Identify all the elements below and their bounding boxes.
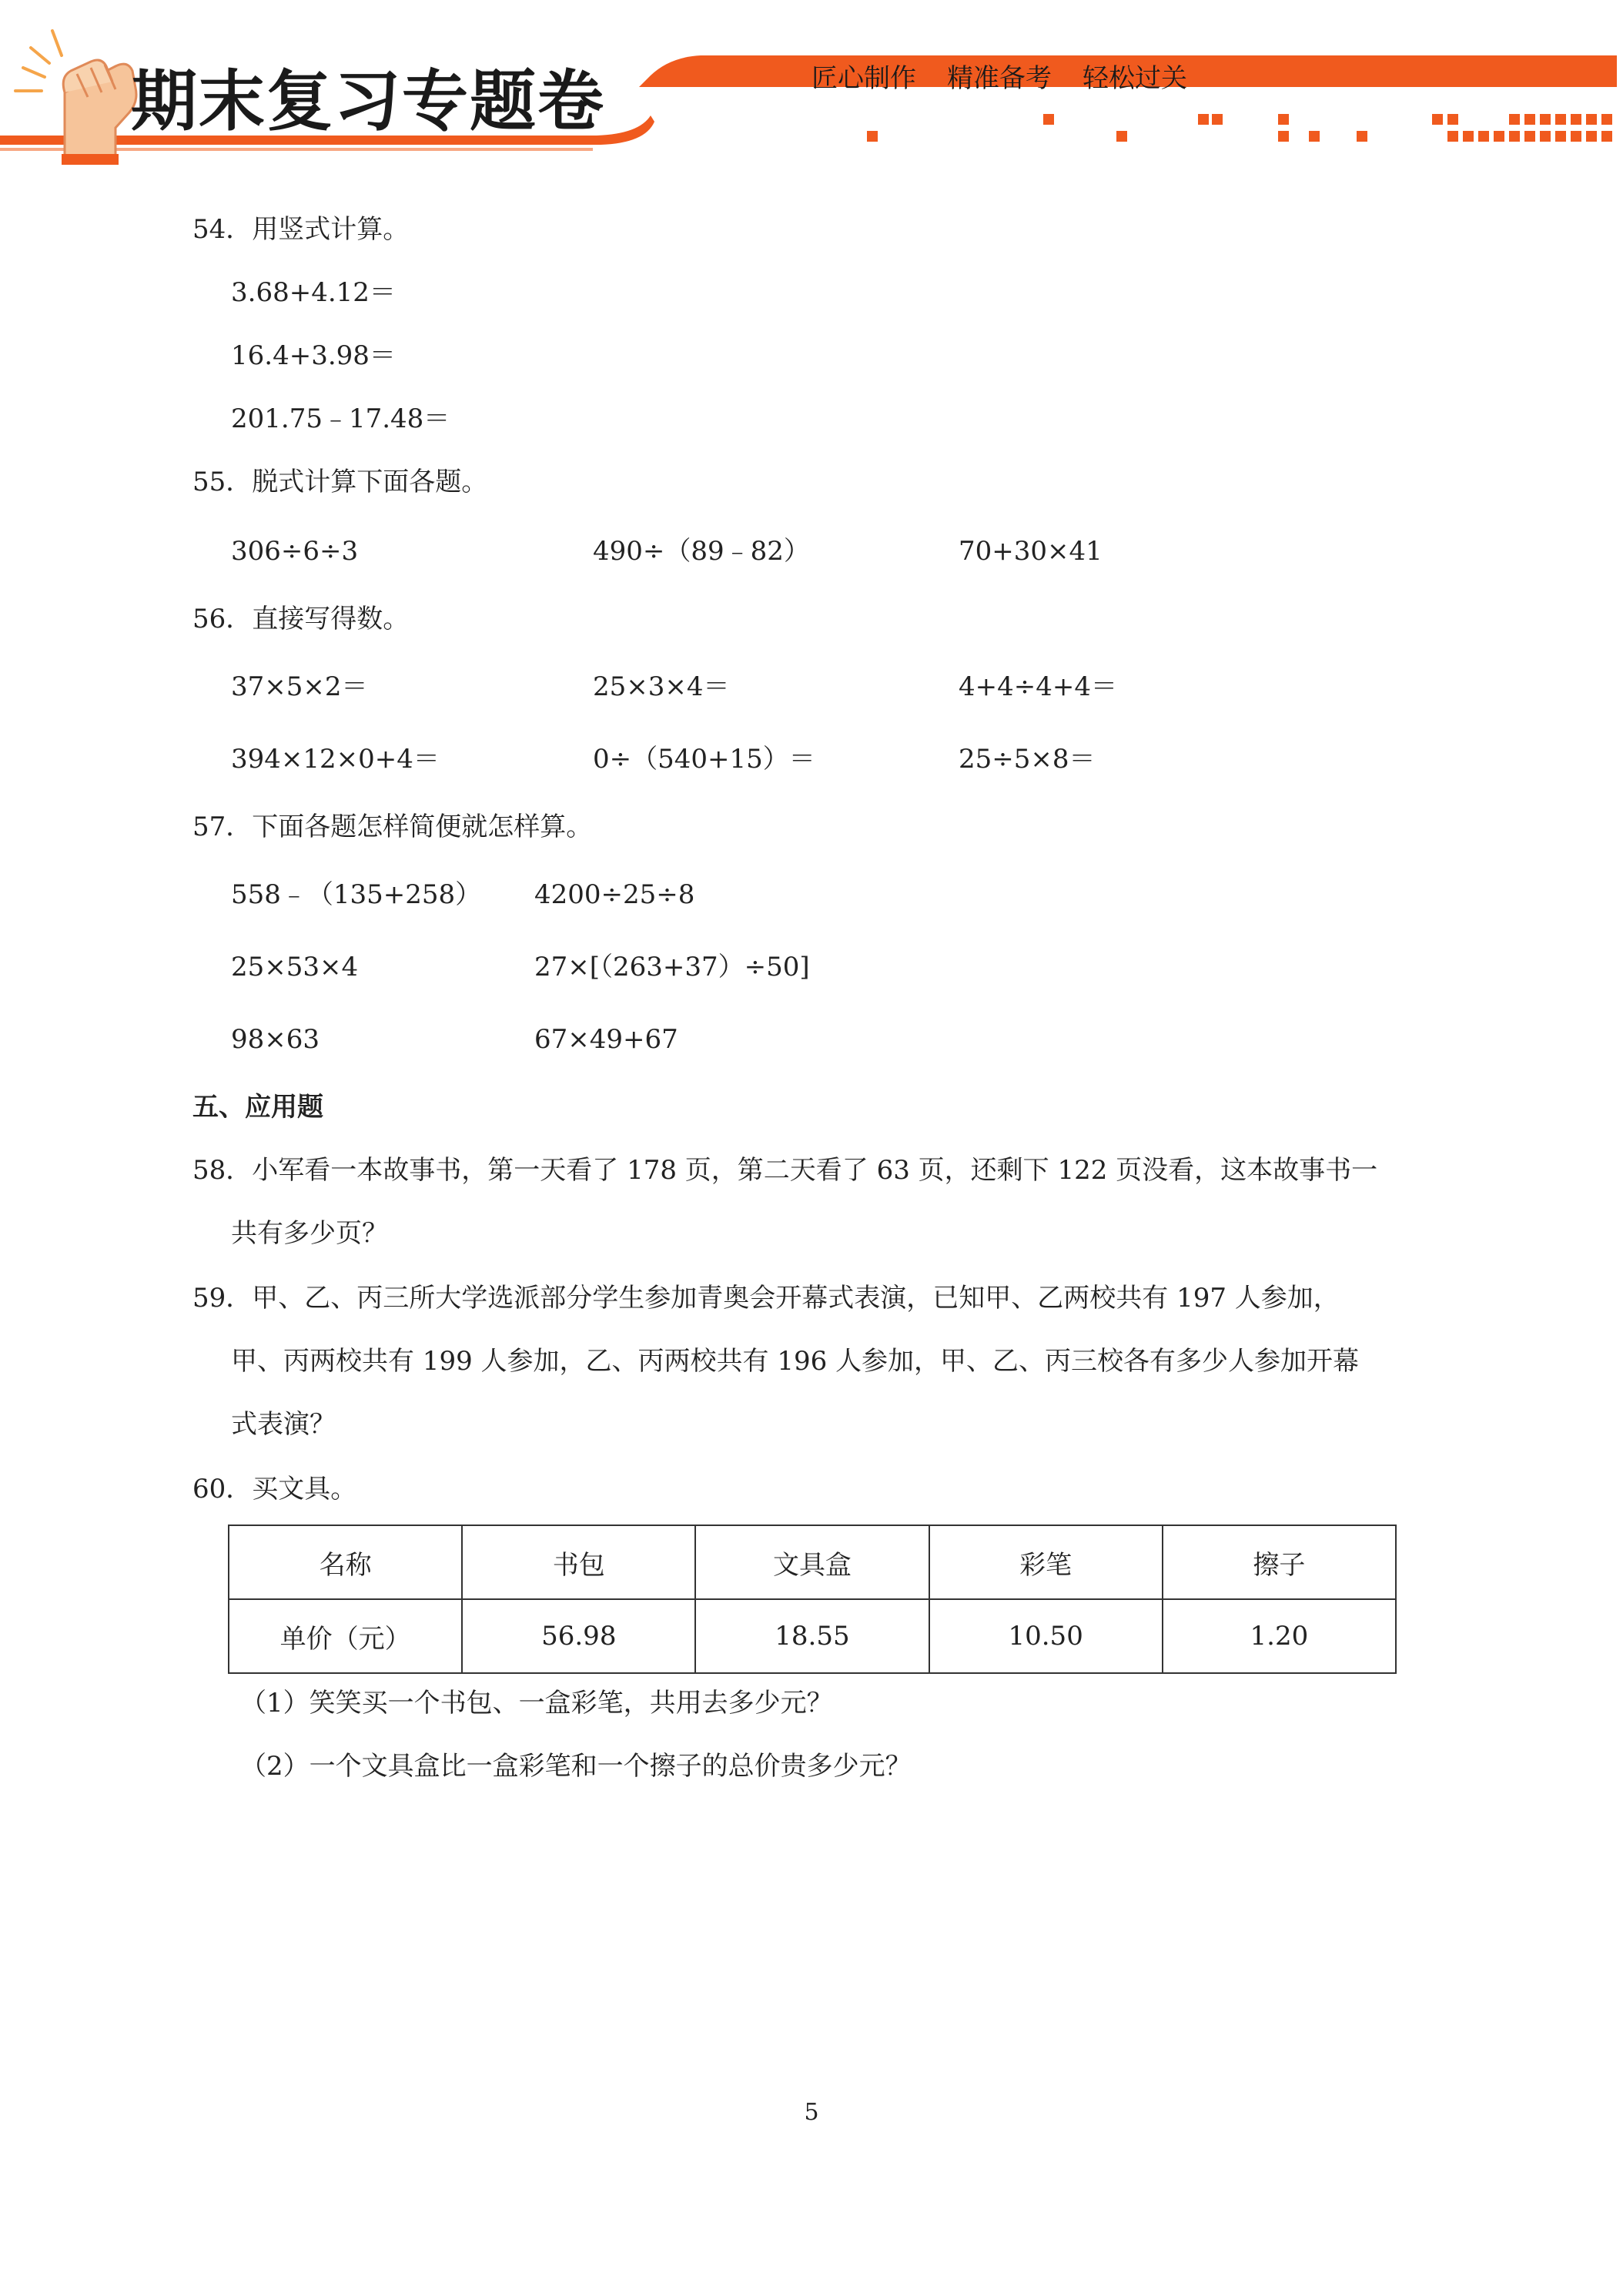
header-title: 期末复习专题卷 [131, 63, 605, 140]
q57-row3-item-1: 98×63 [231, 1024, 320, 1055]
q58-line-1: 58．小军看一本故事书，第一天看了 178 页，第二天看了 63 页，还剩下 122 页没看，这本故事书一 [192, 1155, 1378, 1186]
header-slogan-2: 精准备考 [947, 63, 1052, 94]
q57-row1-item-1: 558﹣（135+258） [231, 879, 482, 910]
table-header-cell: 名称 [229, 1525, 462, 1599]
q54-item-2: 16.4+3.98＝ [231, 340, 396, 371]
page-number: 5 [804, 2099, 819, 2126]
q59-line-3: 式表演？ [231, 1409, 336, 1440]
q59-line-2: 甲、丙两校共有 199 人参加，乙、丙两校共有 196 人参加，甲、乙、丙三校各有多少人参加开幕 [231, 1346, 1360, 1377]
table-cell: 单价（元） [229, 1599, 462, 1673]
q56-title: 56．直接写得数。 [192, 604, 410, 634]
table-header-cell: 擦子 [1163, 1525, 1396, 1599]
q59-line-1: 59．甲、乙、丙三所大学选派部分学生参加青奥会开幕式表演，已知甲、乙两校共有 197 人参加， [192, 1283, 1340, 1314]
q54-item-3: 201.75﹣17.48＝ [231, 403, 450, 434]
q56-row2-item-2: 0÷（540+15）＝ [593, 744, 815, 775]
q57-title: 57．下面各题怎样简便就怎样算。 [192, 812, 593, 842]
q54-title: 54．用竖式计算。 [192, 214, 410, 245]
q56-row1-item-2: 25×3×4＝ [593, 671, 730, 702]
q56-row2-item-3: 25÷5×8＝ [959, 744, 1096, 775]
q60-sub-question-2: （2）一个文具盒比一盒彩笔和一个擦子的总价贵多少元？ [240, 1751, 912, 1782]
table-header-cell: 书包 [462, 1525, 695, 1599]
q55-title: 55．脱式计算下面各题。 [192, 467, 488, 497]
q55-item-2: 490÷（89﹣82） [593, 536, 810, 567]
q57-row2-item-1: 25×53×4 [231, 952, 359, 982]
q57-row1-item-2: 4200÷25÷8 [534, 879, 695, 910]
q56-row1-item-1: 37×5×2＝ [231, 671, 368, 702]
table-cell: 10.50 [929, 1599, 1163, 1673]
section-5-title: 五、应用题 [192, 1092, 323, 1123]
price-table [228, 1525, 1397, 1674]
q58-line-2: 共有多少页？ [231, 1218, 388, 1249]
q57-row2-item-2: 27×[（263+37）÷50] [534, 952, 810, 982]
q56-row2-item-1: 394×12×0+4＝ [231, 744, 440, 775]
page-header [0, 0, 1623, 166]
q56-row1-item-3: 4+4÷4+4＝ [959, 671, 1117, 702]
header-decorative-dots [867, 114, 1612, 142]
table-header-row [229, 1525, 1396, 1599]
header-slogan-1: 匠心制作 [812, 63, 916, 94]
table-cell: 1.20 [1163, 1599, 1396, 1673]
table-header-cell: 彩笔 [929, 1525, 1163, 1599]
q55-item-1: 306÷6÷3 [231, 536, 359, 567]
q60-title: 60．买文具。 [192, 1474, 357, 1504]
q57-row3-item-2: 67×49+67 [534, 1024, 678, 1055]
header-slogan-3: 轻松过关 [1083, 63, 1187, 94]
table-cell: 56.98 [462, 1599, 695, 1673]
table-cell: 18.55 [695, 1599, 929, 1673]
q54-item-1: 3.68+4.12＝ [231, 277, 396, 308]
table-row [229, 1599, 1396, 1673]
q55-item-3: 70+30×41 [959, 536, 1103, 567]
table-header-cell: 文具盒 [695, 1525, 929, 1599]
q60-sub-question-1: （1）笑笑买一个书包、一盒彩笔，共用去多少元？ [240, 1688, 833, 1719]
